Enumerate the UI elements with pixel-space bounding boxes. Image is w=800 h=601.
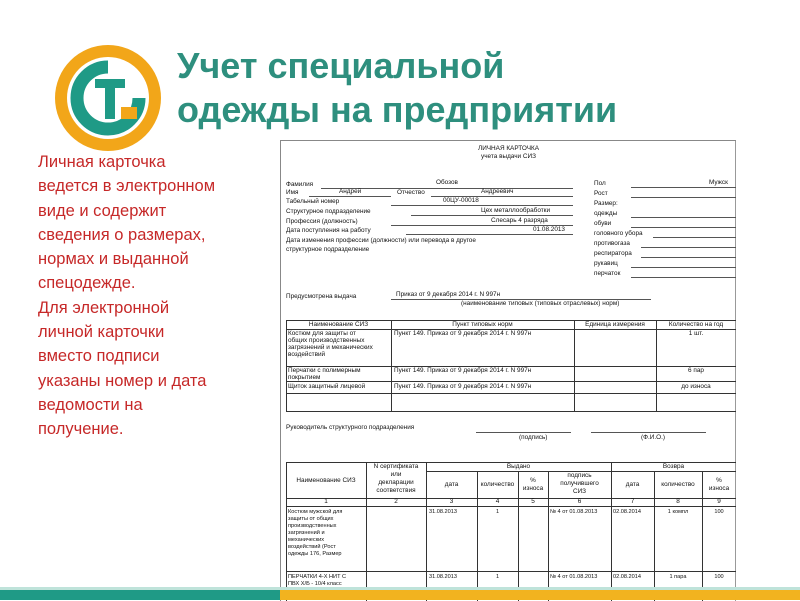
respirator-size-label: респиратора (594, 250, 632, 257)
issue-header-issued: Выдано (506, 463, 531, 470)
side-line: спецодежде. (38, 274, 136, 293)
issue-header-date: дата (444, 481, 459, 488)
norms-row-2-name: Перчатки с полимерным (288, 367, 361, 374)
issue-header-signature: СИЗ (572, 488, 587, 495)
issue-row-1-name: загрязнений и (288, 530, 325, 536)
issue-row-2-return-qty: 1 пара (669, 574, 687, 580)
norms-row-3-qty: до износа (681, 383, 711, 390)
tabno-label: Табельный номер (286, 198, 340, 205)
col-number: 5 (531, 498, 535, 505)
surname-value: Обозов (436, 179, 458, 186)
mittens-size-label: рукавиц (594, 260, 618, 267)
sign-caption: (подпись) (519, 434, 548, 441)
col-number: 4 (495, 498, 500, 505)
issue-row-1-date: 31.08.2013 (429, 509, 457, 515)
issue-header-qty: количество (480, 481, 515, 488)
gloves-size-label: перчаток (594, 270, 621, 277)
company-logo-icon (55, 45, 161, 151)
issue-header-cert: декларации (378, 479, 414, 486)
side-line: вместо подписи (38, 347, 160, 366)
sex-label: Пол (594, 180, 606, 187)
issue-header-pct: износа (522, 485, 544, 492)
norms-row-1-name: воздействий (288, 351, 326, 358)
side-line: получение. (38, 420, 124, 439)
height-label: Рост (594, 190, 608, 197)
norms-header-unit: Единица измерения (585, 321, 645, 328)
sex-value: Мужск (709, 179, 728, 186)
profession-value: Слесарь 4 разряда (491, 217, 548, 224)
norms-row-1-qty: 1 шт. (688, 330, 704, 337)
issue-row-1-return-qty: 1 компл (667, 509, 689, 515)
profession-label: Профессия (должность) (286, 218, 358, 225)
side-line: личной карточки (38, 323, 165, 342)
col-number: 2 (394, 498, 398, 505)
issue-header-returned: Возвра (662, 463, 685, 470)
provided-value: Приказ от 9 декабря 2014 г. N 997н (396, 291, 501, 298)
col-number: 9 (717, 498, 721, 505)
fio-caption: (Ф.И.О.) (641, 434, 666, 441)
return-header-date: дата (625, 481, 640, 488)
norms-row-3-point: Пункт 149. Приказ от 9 декабря 2014 г. N 997н (394, 383, 532, 390)
issue-header-signature: подпись (567, 472, 592, 479)
title-line-2: одежды на предприятии (177, 89, 618, 130)
side-line: указаны номер и дата (38, 371, 207, 390)
issue-row-1-name: Костюм мужской для (288, 509, 343, 515)
side-line: ведется в электронном (38, 177, 216, 196)
provided-label: Предусмотрена выдача (286, 293, 357, 300)
issue-row-2-return-pct: 100 (714, 574, 724, 580)
provided-caption: (наименование типовых (типовых отраслевых) норм) (461, 300, 620, 307)
change-label-1: Дата изменения профессии (должности) или перевода в другое (286, 237, 476, 244)
issue-row-2-name: ПЕРЧАТКИ 4-Х НИТ С (288, 574, 347, 580)
card-heading: ЛИЧНАЯ КАРТОЧКА (478, 145, 539, 152)
issue-row-2-return-date: 02.08.2014 (613, 574, 641, 580)
size-label: Размер: (594, 200, 618, 207)
hat-size-label: головного убора (594, 230, 643, 237)
tabno-value: 00ЦУ-00018 (443, 197, 479, 204)
issue-header-cert: соответствия (376, 487, 416, 494)
col-number: 6 (577, 498, 582, 505)
unit-label: Структурное подразделение (286, 208, 371, 215)
issue-header-cert: N сертификата (373, 463, 419, 470)
side-line: ведомости на (38, 395, 143, 414)
shoe-size-label: обуви (594, 220, 612, 227)
issue-row-1-return-date: 02.08.2014 (613, 509, 641, 515)
footer-color-bar (0, 590, 800, 600)
patronymic-label: Отчество (397, 189, 425, 196)
head-of-unit-label: Руководитель структурного подразделения (286, 424, 415, 431)
norms-row-1-name: общих производственных (288, 337, 365, 344)
card-subheading: учета выдачи СИЗ (481, 153, 536, 160)
issue-row-1-name: защиты от общих (288, 516, 334, 522)
side-line: Для электронной (38, 298, 170, 317)
side-line: сведения о размерах, (38, 225, 206, 244)
slide-title (177, 44, 777, 132)
col-number: 7 (630, 498, 635, 505)
name-label: Имя (286, 189, 299, 196)
norms-row-2-point: Пункт 149. Приказ от 9 декабря 2014 г. N 997н (394, 367, 532, 374)
issue-row-1-qty: 1 (495, 509, 500, 515)
issue-row-2-signature: № 4 от 01.08.2013 (550, 574, 598, 580)
side-description (38, 150, 278, 442)
issue-header-signature: получившего (560, 480, 599, 487)
issue-header-cert: или (390, 471, 402, 478)
change-label-2: структурное подразделение (286, 246, 370, 253)
issue-row-1-return-pct: 100 (714, 509, 724, 515)
norms-row-1-point: Пункт 149. Приказ от 9 декабря 2014 г. N 997н (394, 330, 532, 337)
side-line: нормах и выданной (38, 250, 189, 269)
return-header-pct: % (716, 477, 722, 484)
issue-row-1-name: одежды 176, Размер (288, 551, 342, 557)
title-line-1: Учет специальной (177, 45, 505, 86)
gasmask-size-label: противогаза (594, 240, 630, 247)
norms-row-2-qty: 6 пар (688, 367, 704, 374)
issue-row-2-qty: 1 (495, 574, 500, 580)
norms-header-point: Пункт типовых норм (452, 321, 513, 328)
col-number: 3 (449, 498, 454, 505)
issue-row-1-name: производственных (288, 523, 337, 529)
norms-header-qty: Количество на год (668, 321, 724, 328)
clothes-size-label: одежды (594, 210, 618, 217)
surname-label: Фамилия (286, 181, 314, 188)
col-number: 1 (324, 498, 328, 505)
issue-row-2-name: ПВХ Х/Б - 10/4 класс (288, 581, 342, 587)
unit-value: Цех металлообработки (481, 207, 551, 214)
name-value: Андрей (339, 188, 362, 195)
issue-header-name: Наименование СИЗ (296, 477, 356, 484)
return-header-qty: количество (661, 481, 695, 488)
issue-header-pct: % (530, 477, 536, 484)
norms-row-1-name: Костюм для защиты от (288, 330, 356, 337)
patronymic-value: Андреевич (481, 188, 514, 195)
return-header-pct: износа (708, 485, 730, 492)
side-line: виде и содержит (38, 201, 167, 220)
hire-date-label: Дата поступления на работу (286, 227, 371, 234)
issue-row-1-name: механических (288, 537, 325, 543)
side-line: Личная карточка (38, 153, 166, 171)
norms-row-2-name: покрытием (288, 374, 321, 381)
personal-card-document (280, 140, 736, 601)
hire-date-value: 01.08.2013 (533, 226, 565, 233)
col-number: 8 (676, 498, 680, 505)
norms-row-1-name: загрязнений и механических (288, 344, 373, 351)
issue-row-2-date: 31.08.2013 (429, 574, 457, 580)
issue-row-1-signature: № 4 от 01.08.2013 (550, 509, 598, 515)
norms-row-3-name: Щиток защитный лицевой (288, 383, 366, 390)
norms-header-name: Наименование СИЗ (308, 321, 369, 328)
issue-row-1-name: воздействий (Рост (288, 544, 336, 550)
